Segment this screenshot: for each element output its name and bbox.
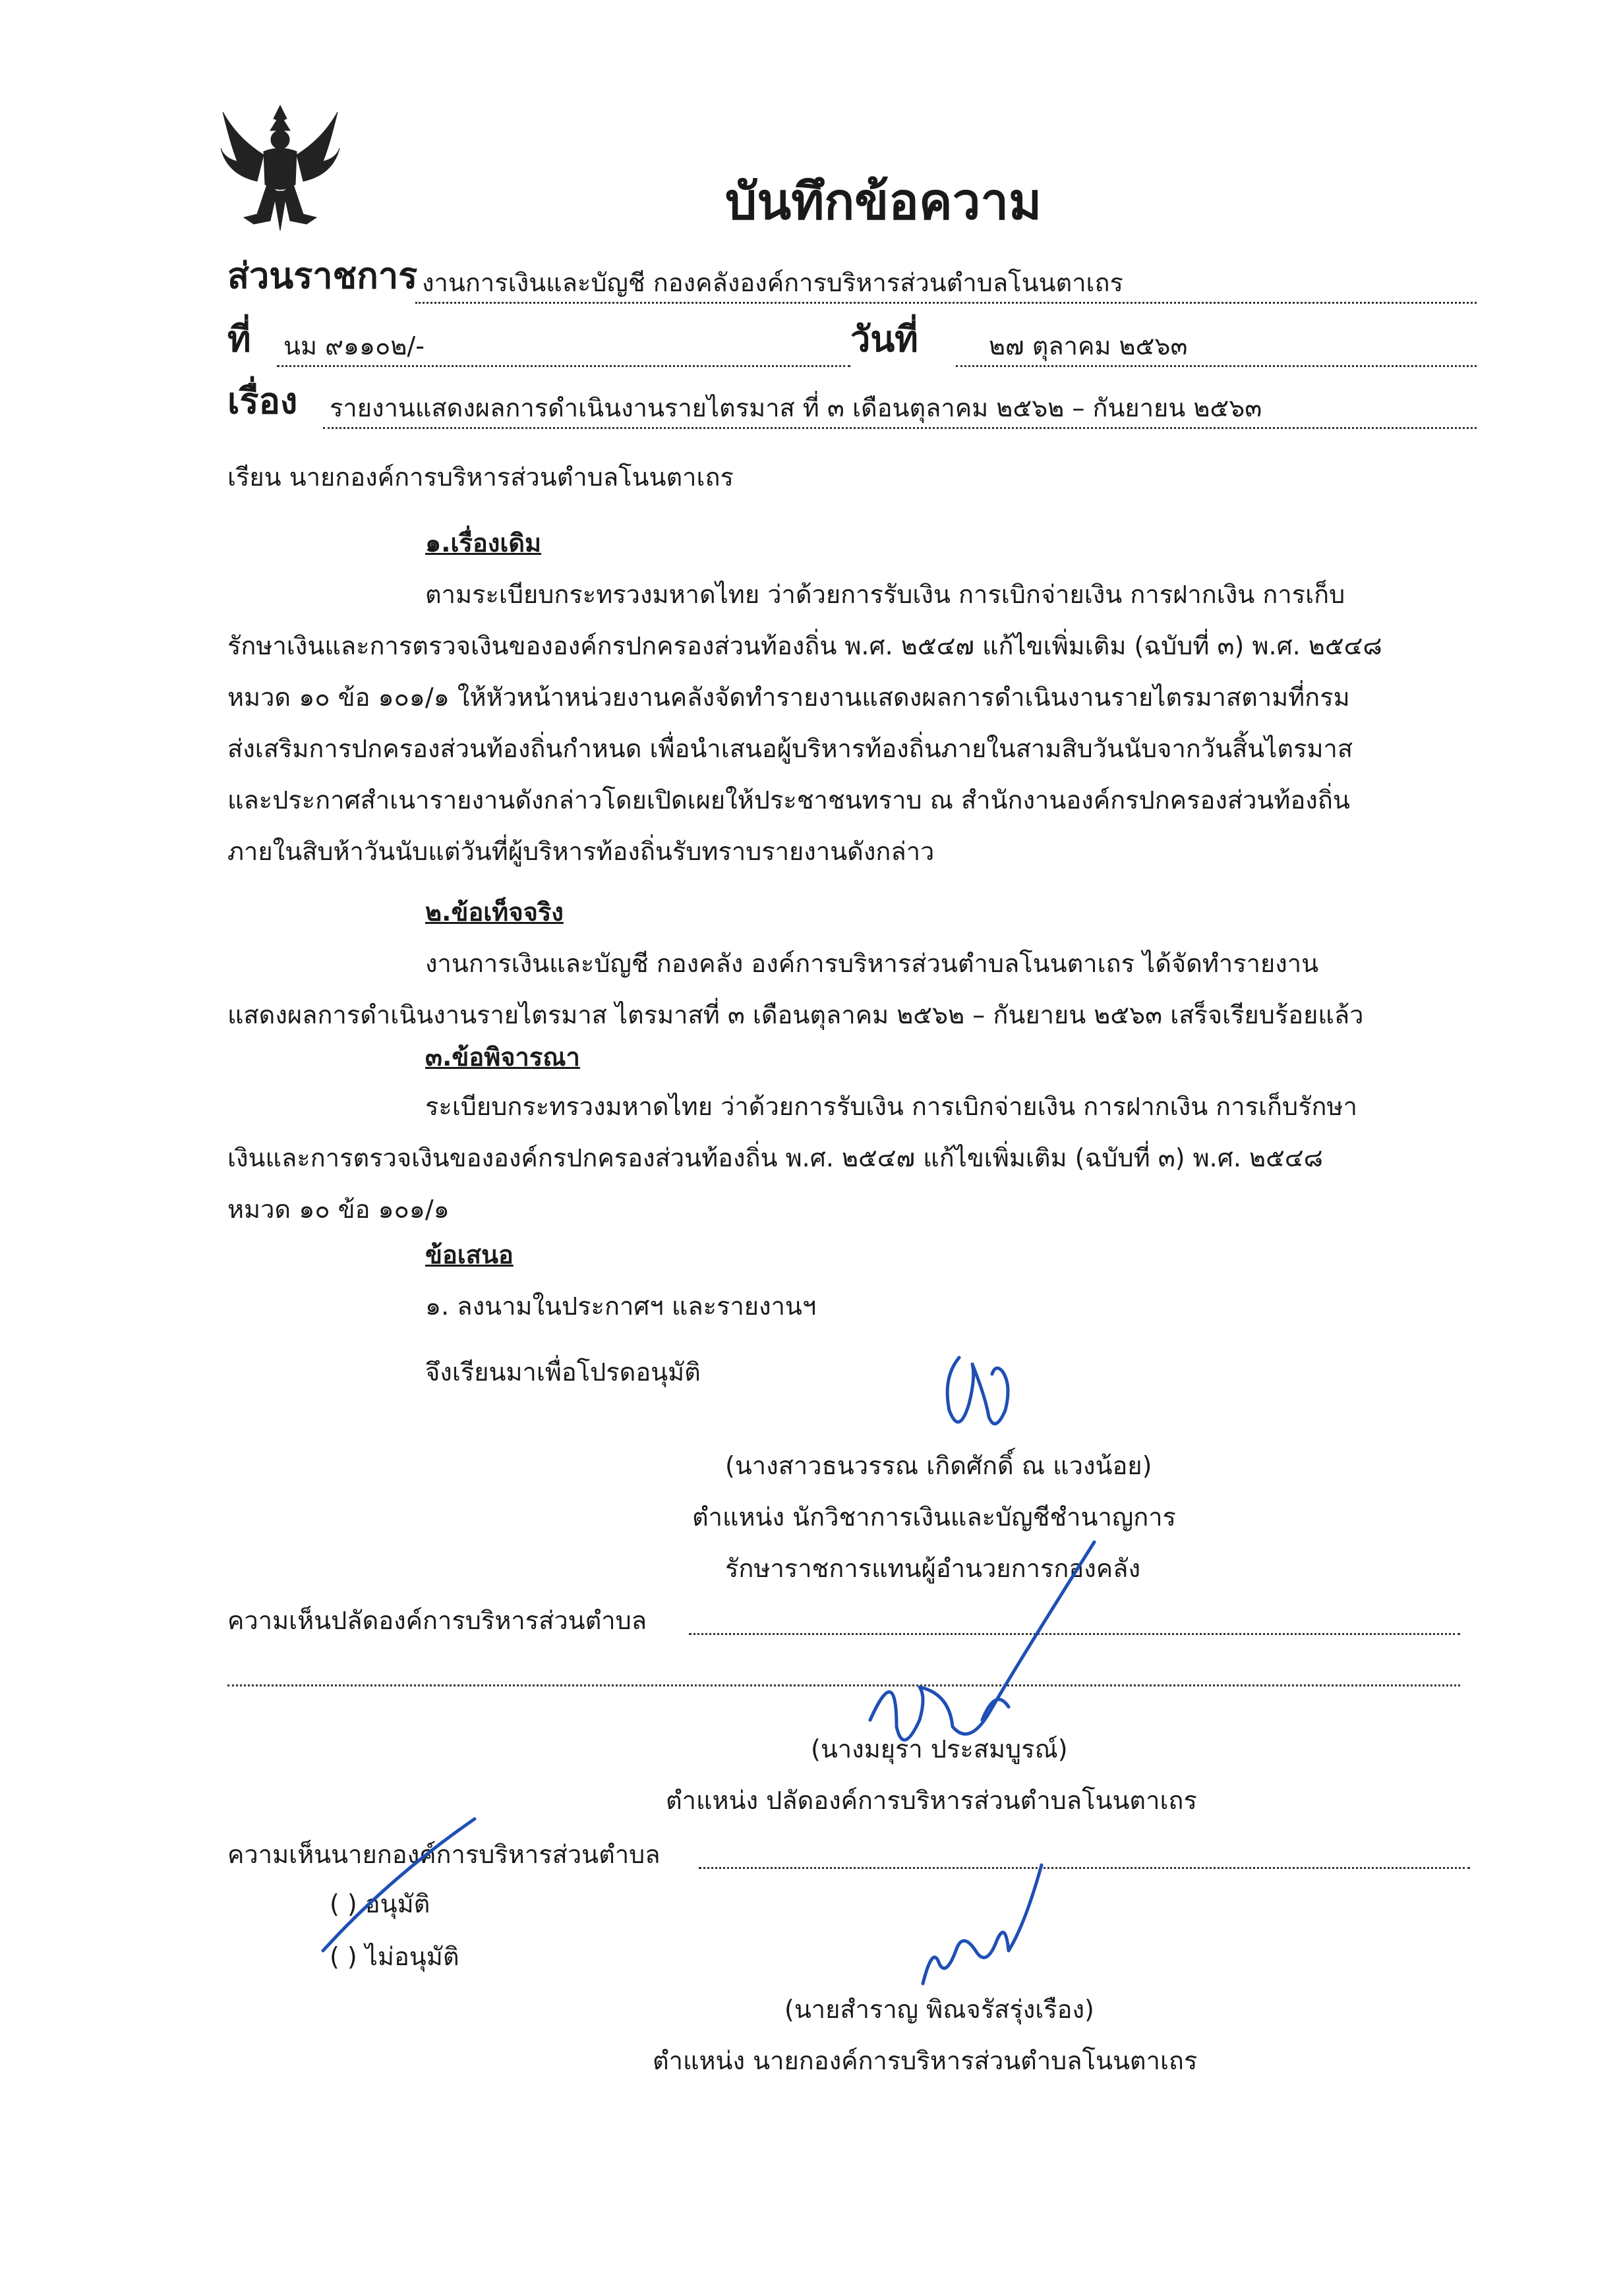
- date-label: วันที่: [850, 318, 918, 360]
- section-4-item: ๑. ลงนามในประกาศฯ และรายงานฯ: [425, 1292, 817, 1321]
- dept-value: งานการเงินและบัญชี กองคลังองค์การบริหารส่วนตำบลโนนตาเถร: [422, 268, 1123, 297]
- section-1-line: ภายในสิบห้าวันนับแต่วันที่ผู้บริหารท้องถิ่นรับทราบรายงานดังกล่าว: [227, 837, 935, 866]
- signer-1-acting: รักษาราชการแทนผู้อำนวยการกองคลัง: [725, 1554, 1141, 1583]
- signature-2: [857, 1529, 1160, 1766]
- subject-dotted-line: [323, 427, 1477, 429]
- ref-dotted-line: [277, 365, 850, 367]
- section-1-heading: ๑.เรื่องเดิม: [425, 529, 542, 558]
- section-3-line: ระเบียบกระทรวงมหาดไทย ว่าด้วยการรับเงิน การเบิกจ่ายเงิน การฝากเงิน การเก็บรักษา: [425, 1092, 1357, 1121]
- signer-2-name: (นางมยุรา ประสมบูรณ์): [811, 1735, 1068, 1764]
- section-3-line: หมวด ๑๐ ข้อ ๑๐๑/๑: [227, 1195, 450, 1224]
- date-value: ๒๗ ตุลาคม ๒๕๖๓: [989, 331, 1188, 360]
- approve-mark: [310, 1806, 494, 1964]
- salutation: เรียน นายกองค์การบริหารส่วนตำบลโนนตาเถร: [227, 463, 734, 492]
- dept-dotted-line: [415, 302, 1477, 304]
- section-1-line: ตามระเบียบกระทรวงมหาดไทย ว่าด้วยการรับเงิน การเบิกจ่ายเงิน การฝากเงิน การเก็บ: [425, 580, 1345, 609]
- section-1-line: และประกาศสำเนารายงานดังกล่าวโดยเปิดเผยให้ประชาชนทราบ ณ สำนักงานองค์กรปกครองส่วนท้องถิ่น: [227, 786, 1350, 815]
- subject-value: รายงานแสดงผลการดำเนินงานรายไตรมาส ที่ ๓ เดือนตุลาคม ๒๕๖๒ – กันยายน ๒๕๖๓: [330, 393, 1262, 422]
- section-1-line: ส่งเสริมการปกครองส่วนท้องถิ่นกำหนด เพื่อนำเสนอผู้บริหารท้องถิ่นภายในสามสิบวันนับจากวันสิ้นไตรมาส: [227, 734, 1353, 763]
- signer-3-name: (นายสำราญ พิณจรัสรุ่งเรือง): [784, 1995, 1094, 2024]
- section-2-line: งานการเงินและบัญชี กองคลัง องค์การบริหารส่วนตำบลโนนตาเถร ได้จัดทำรายงาน: [425, 949, 1319, 978]
- section-4-heading: ข้อเสนอ: [425, 1240, 514, 1269]
- dept-label: ส่วนราชการ: [227, 255, 418, 297]
- opinion-2-label: ความเห็นนายกองค์การบริหารส่วนตำบล: [227, 1840, 661, 1869]
- date-dotted-line: [956, 365, 1477, 367]
- opinion-2-dotted-line: [699, 1867, 1470, 1869]
- subject-label: เรื่อง: [227, 380, 298, 422]
- section-3-heading: ๓.ข้อพิจารณา: [425, 1043, 580, 1072]
- signature-1: [923, 1338, 1042, 1456]
- section-2-line: แสดงผลการดำเนินงานรายไตรมาส ไตรมาสที่ ๓ เดือนตุลาคม ๒๕๖๒ – กันยายน ๒๕๖๓ เสร็จเรียบร้อยแล้ว: [227, 1000, 1364, 1029]
- ref-label: ที่: [227, 318, 251, 360]
- section-1-line: หมวด ๑๐ ข้อ ๑๐๑/๑ ให้หัวหน้าหน่วยงานคลังจัดทำรายงานแสดงผลการดำเนินงานรายไตรมาสตามที่กรม: [227, 683, 1350, 712]
- ref-value: นม ๙๑๑๐๒/-: [283, 331, 425, 360]
- closing-text: จึงเรียนมาเพื่อโปรดอนุมัติ: [425, 1358, 701, 1387]
- disapprove-checkbox: ( ) ไม่อนุมัติ: [330, 1942, 459, 1971]
- memo-title: บันทึกข้อความ: [725, 172, 1042, 231]
- opinion-1-label: ความเห็นปลัดองค์การบริหารส่วนตำบล: [227, 1606, 647, 1635]
- signer-1-position: ตำแหน่ง นักวิชาการเงินและบัญชีชำนาญการ: [692, 1503, 1176, 1532]
- signer-1-name: (นางสาวธนวรรณ เกิดศักดิ์ ณ แวงน้อย): [725, 1451, 1152, 1480]
- signature-3: [910, 1852, 1081, 1997]
- section-1-line: รักษาเงินและการตรวจเงินขององค์กรปกครองส่วนท้องถิ่น พ.ศ. ๒๕๔๗ แก้ไขเพิ่มเติม (ฉบับที่ ๓) พ.ศ. ๒๕๔๘: [227, 631, 1382, 660]
- section-3-line: เงินและการตรวจเงินขององค์กรปกครองส่วนท้องถิ่น พ.ศ. ๒๕๔๗ แก้ไขเพิ่มเติม (ฉบับที่ ๓) พ.ศ. ๒๕๔๘: [227, 1143, 1323, 1172]
- signer-2-position: ตำแหน่ง ปลัดองค์การบริหารส่วนตำบลโนนตาเถร: [666, 1786, 1197, 1815]
- signer-3-position: ตำแหน่ง นายกองค์การบริหารส่วนตำบลโนนตาเถร: [653, 2046, 1198, 2075]
- section-2-heading: ๒.ข้อเท็จจริง: [425, 898, 564, 927]
- garuda-emblem-icon: [218, 99, 343, 237]
- approve-checkbox: ( ) อนุมัติ: [330, 1889, 430, 1918]
- opinion-1-dotted-line-2: [227, 1684, 1460, 1686]
